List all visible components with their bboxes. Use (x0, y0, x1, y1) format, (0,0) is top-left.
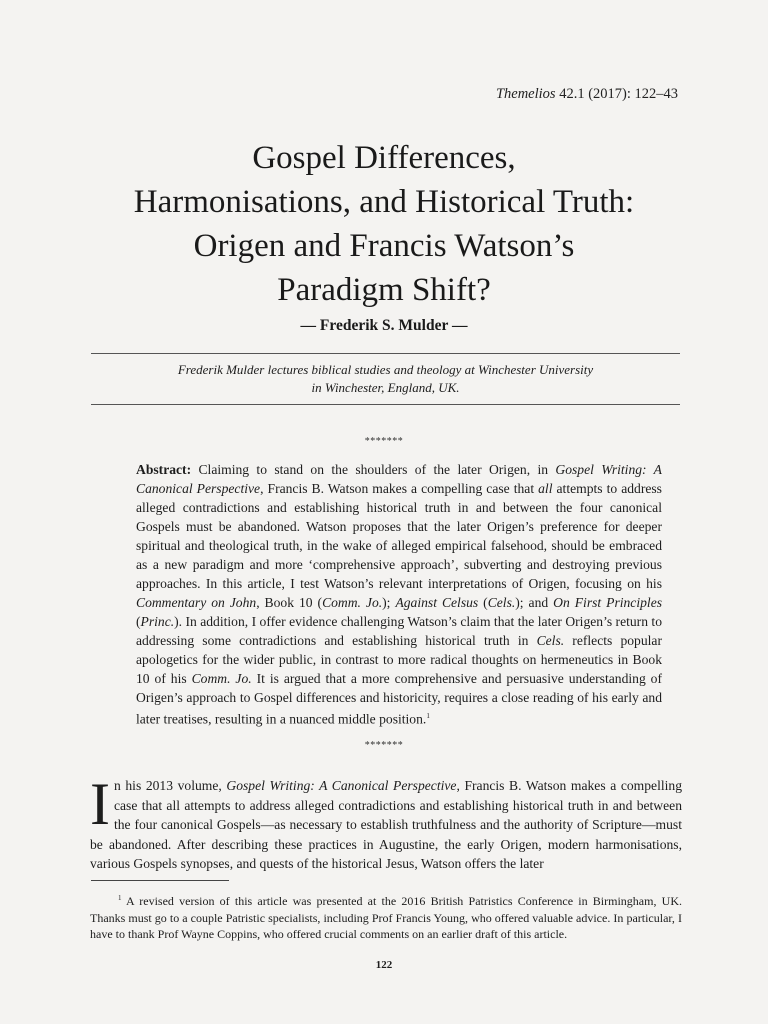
bio-line-2: in Winchester, England, UK. (311, 380, 460, 395)
article-title (60, 136, 708, 312)
abstract-italic: all (538, 481, 553, 496)
abstract-text: It is argued that a more comprehensive and persuasive understanding of Origen’s approach to Gospel differences and historicity, requires a close reading of his early and later treatises, resulting in a nuanced middle position. (136, 671, 663, 727)
bio-line-1: Frederik Mulder lectures biblical studies and theology at Winchester University (177, 362, 594, 377)
abstract (136, 460, 662, 729)
abstract-italic: Gospel Writing: A Canonical Perspective (136, 462, 662, 496)
bio-top-divider (91, 353, 680, 354)
title-line-1: Gospel Differences, (252, 140, 516, 176)
abstract-text: ( (478, 595, 488, 610)
section-separator-bottom: ******* (364, 740, 404, 751)
abstract-italic: Princ. (140, 614, 175, 629)
drop-cap: I (90, 771, 110, 837)
abstract-text: Claiming to stand on the shoulders of the later Origen, in (191, 462, 556, 477)
footnote-mark: 1 (118, 894, 122, 902)
body-text: , Francis B. Watson makes a compelling case that all attempts to address alleged contradictions and establishing historical truth in and between the four canonical Gospels—as necessary to establish truthfulness and the authority of Scripture—must be abandoned. After describing these practices in Augustine, the early Origen, modern harmonisations, various Gospels synopses, and quests of the historical Jesus, Watson offers the later (90, 778, 683, 871)
abstract-italic: Comm. Jo. (322, 595, 383, 610)
author-byline: — Frederik S. Mulder — (300, 317, 468, 334)
footnote (90, 890, 682, 943)
abstract-text: , Francis B. Watson makes a compelling case that (260, 481, 539, 496)
abstract-text: attempts to address alleged contradictions and establishing historical truth in and between the four canonical Gospels must be abandoned. Watson proposes that the later Origen’s preference for deeper spiritual and theological truth, in the wake of alleged empirical falsehood, should be embraced as a new paradigm and more ‘comprehensive approach’, subverting and destroying previous approaches. In this article, I test Watson’s relevant interpretations of Origen, focusing on his (136, 481, 662, 591)
abstract-text: ); (382, 595, 396, 610)
abstract-italic: Against Celsus (395, 595, 479, 610)
body-paragraph (90, 771, 683, 874)
author-bio (91, 361, 680, 397)
title-line-3: Origen and Francis Watson’s (193, 228, 575, 264)
page-number: 122 (375, 959, 393, 971)
journal-name: Themelios (495, 86, 556, 102)
body-text: n his 2013 volume, (113, 778, 227, 793)
abstract-text: , Book 10 ( (256, 595, 323, 610)
footnote-reference[interactable]: 1 (426, 712, 430, 720)
section-separator-top: ******* (364, 436, 404, 447)
journal-citation (496, 86, 678, 103)
abstract-italic: Commentary on John (136, 595, 257, 610)
journal-volume-pages: 42.1 (2017): 122–43 (559, 86, 678, 102)
title-line-4: Paradigm Shift? (277, 272, 491, 308)
abstract-italic: Cels. (487, 595, 516, 610)
abstract-italic: Cels. (536, 633, 565, 648)
abstract-text: reflects popular apologetics for the wider public, in contrast to more radical thoughts on hermeneutics in Book 10 of his (136, 633, 662, 686)
abstract-text: ( (136, 614, 141, 629)
footnote-divider (91, 880, 229, 881)
abstract-label: Abstract: (136, 462, 192, 477)
abstract-italic: Comm. Jo. (191, 671, 252, 686)
title-line-2: Harmonisations, and Historical Truth: (133, 184, 635, 220)
body-italic: Gospel Writing: A Canonical Perspective (226, 778, 457, 793)
abstract-text: ). In addition, I offer evidence challenging Watson’s claim that the later Origen’s return to addressing some contradictions and establishing historical truth in (136, 614, 662, 648)
bio-bottom-divider (91, 404, 680, 405)
footnote-text: A revised version of this article was presented at the 2016 British Patristics Conference in Birmingham, UK. Thanks must go to a couple Patristic specialists, including Prof Francis Young, who offered valuable advice. In particular, I have to thank Prof Wayne Coppins, who offered crucial comments on an earlier draft of this article. (90, 894, 682, 941)
abstract-text: ); and (515, 595, 554, 610)
abstract-italic: On First Principles (553, 595, 663, 610)
